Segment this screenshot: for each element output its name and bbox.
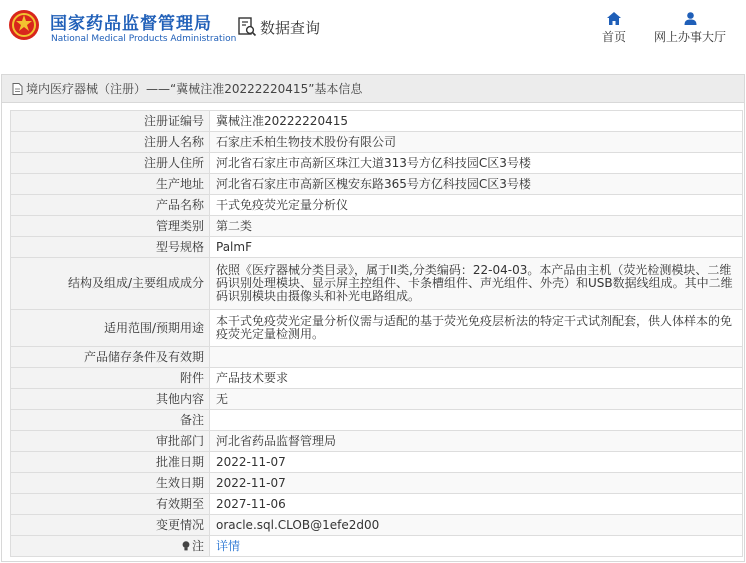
table-row xyxy=(11,258,743,310)
table-row xyxy=(11,389,743,410)
row-value: 2027-11-06 xyxy=(210,494,743,515)
row-value xyxy=(210,347,743,368)
document-icon xyxy=(12,83,23,95)
details-link[interactable]: 详情 xyxy=(216,538,241,553)
row-value xyxy=(210,410,743,431)
detail-panel xyxy=(1,74,745,562)
registration-detail-table xyxy=(10,110,743,557)
row-label: 附件 xyxy=(11,368,210,389)
home-icon xyxy=(607,12,621,25)
site-header xyxy=(0,0,746,64)
row-value: PalmF xyxy=(210,237,743,258)
row-label: 其他内容 xyxy=(11,389,210,410)
table-row xyxy=(11,494,743,515)
brand-title: 国家药品监督管理局 xyxy=(50,14,212,34)
row-value: 干式免疫荧光定量分析仪 xyxy=(210,195,743,216)
row-label: 生产地址 xyxy=(11,174,210,195)
table-row xyxy=(11,515,743,536)
table-row xyxy=(11,310,743,347)
row-value: 河北省石家庄市高新区珠江大道313号方亿科技园C区3号楼 xyxy=(210,153,743,174)
row-value: 冀械注准20222220415 xyxy=(210,111,743,132)
table-row xyxy=(11,431,743,452)
row-value: 第二类 xyxy=(210,216,743,237)
row-label: 备注 xyxy=(11,410,210,431)
row-label: 产品名称 xyxy=(11,195,210,216)
brand-subtitle: National Medical Products Administration xyxy=(51,34,237,44)
nav-online-label: 网上办事大厅 xyxy=(653,30,726,44)
table-row xyxy=(11,536,743,557)
nav-home[interactable] xyxy=(597,12,631,45)
table-row xyxy=(11,132,743,153)
row-value: 依照《医疗器械分类目录》，属于II类,分类编码：22-04-03。本产品由主机（荧光检测模块、二维码识别处理模块、显示屏主控组件、卡条槽组件、声光组件、外壳）和USB数据线组成。其中二维码识别模块由摄像头和补光电路组成。 xyxy=(210,258,743,310)
table-row xyxy=(11,473,743,494)
row-label: 注 xyxy=(191,538,204,553)
row-value: oracle.sql.CLOB@1efe2d00 xyxy=(210,515,743,536)
row-label: 生效日期 xyxy=(11,473,210,494)
row-label: 结构及组成/主要组成成分 xyxy=(11,258,210,310)
row-label: 管理类别 xyxy=(11,216,210,237)
row-value: 2022-11-07 xyxy=(210,452,743,473)
row-label: 变更情况 xyxy=(11,515,210,536)
table-row xyxy=(11,347,743,368)
row-value: 河北省药品监督管理局 xyxy=(210,431,743,452)
row-label: 注册人名称 xyxy=(11,132,210,153)
table-row xyxy=(11,174,743,195)
nav-online-service[interactable] xyxy=(651,12,729,45)
data-query-link[interactable] xyxy=(237,17,320,37)
row-label: 有效期至 xyxy=(11,494,210,515)
row-value-cell xyxy=(210,536,743,557)
lightbulb-icon xyxy=(182,541,190,551)
table-row xyxy=(11,452,743,473)
row-value: 石家庄禾柏生物技术股份有限公司 xyxy=(210,132,743,153)
table-row xyxy=(11,410,743,431)
row-label: 型号规格 xyxy=(11,237,210,258)
row-label: 审批部门 xyxy=(11,431,210,452)
nav-home-label: 首页 xyxy=(601,30,626,44)
table-row xyxy=(11,195,743,216)
note-label-cell xyxy=(11,536,210,557)
data-query-label: 数据查询 xyxy=(260,18,321,37)
national-emblem-icon xyxy=(8,9,40,41)
row-value: 本干式免疫荧光定量分析仪需与适配的基于荧光免疫层析法的特定干式试剂配套，供人体样本的免疫荧光定量检测用。 xyxy=(210,310,743,347)
panel-title: 境内医疗器械（注册）——“冀械注准20222220415”基本信息 xyxy=(26,82,363,96)
row-label: 适用范围/预期用途 xyxy=(11,310,210,347)
table-row xyxy=(11,111,743,132)
user-icon xyxy=(684,12,697,25)
row-label: 注册人住所 xyxy=(11,153,210,174)
document-search-icon xyxy=(237,17,257,37)
table-row xyxy=(11,368,743,389)
row-value: 无 xyxy=(210,389,743,410)
panel-title-bar xyxy=(2,75,744,103)
row-value: 2022-11-07 xyxy=(210,473,743,494)
table-row xyxy=(11,237,743,258)
table-row xyxy=(11,153,743,174)
row-label: 产品储存条件及有效期 xyxy=(11,347,210,368)
row-value: 河北省石家庄市高新区槐安东路365号方亿科技园C区3号楼 xyxy=(210,174,743,195)
row-label: 批准日期 xyxy=(11,452,210,473)
row-value: 产品技术要求 xyxy=(210,368,743,389)
table-row xyxy=(11,216,743,237)
row-label: 注册证编号 xyxy=(11,111,210,132)
